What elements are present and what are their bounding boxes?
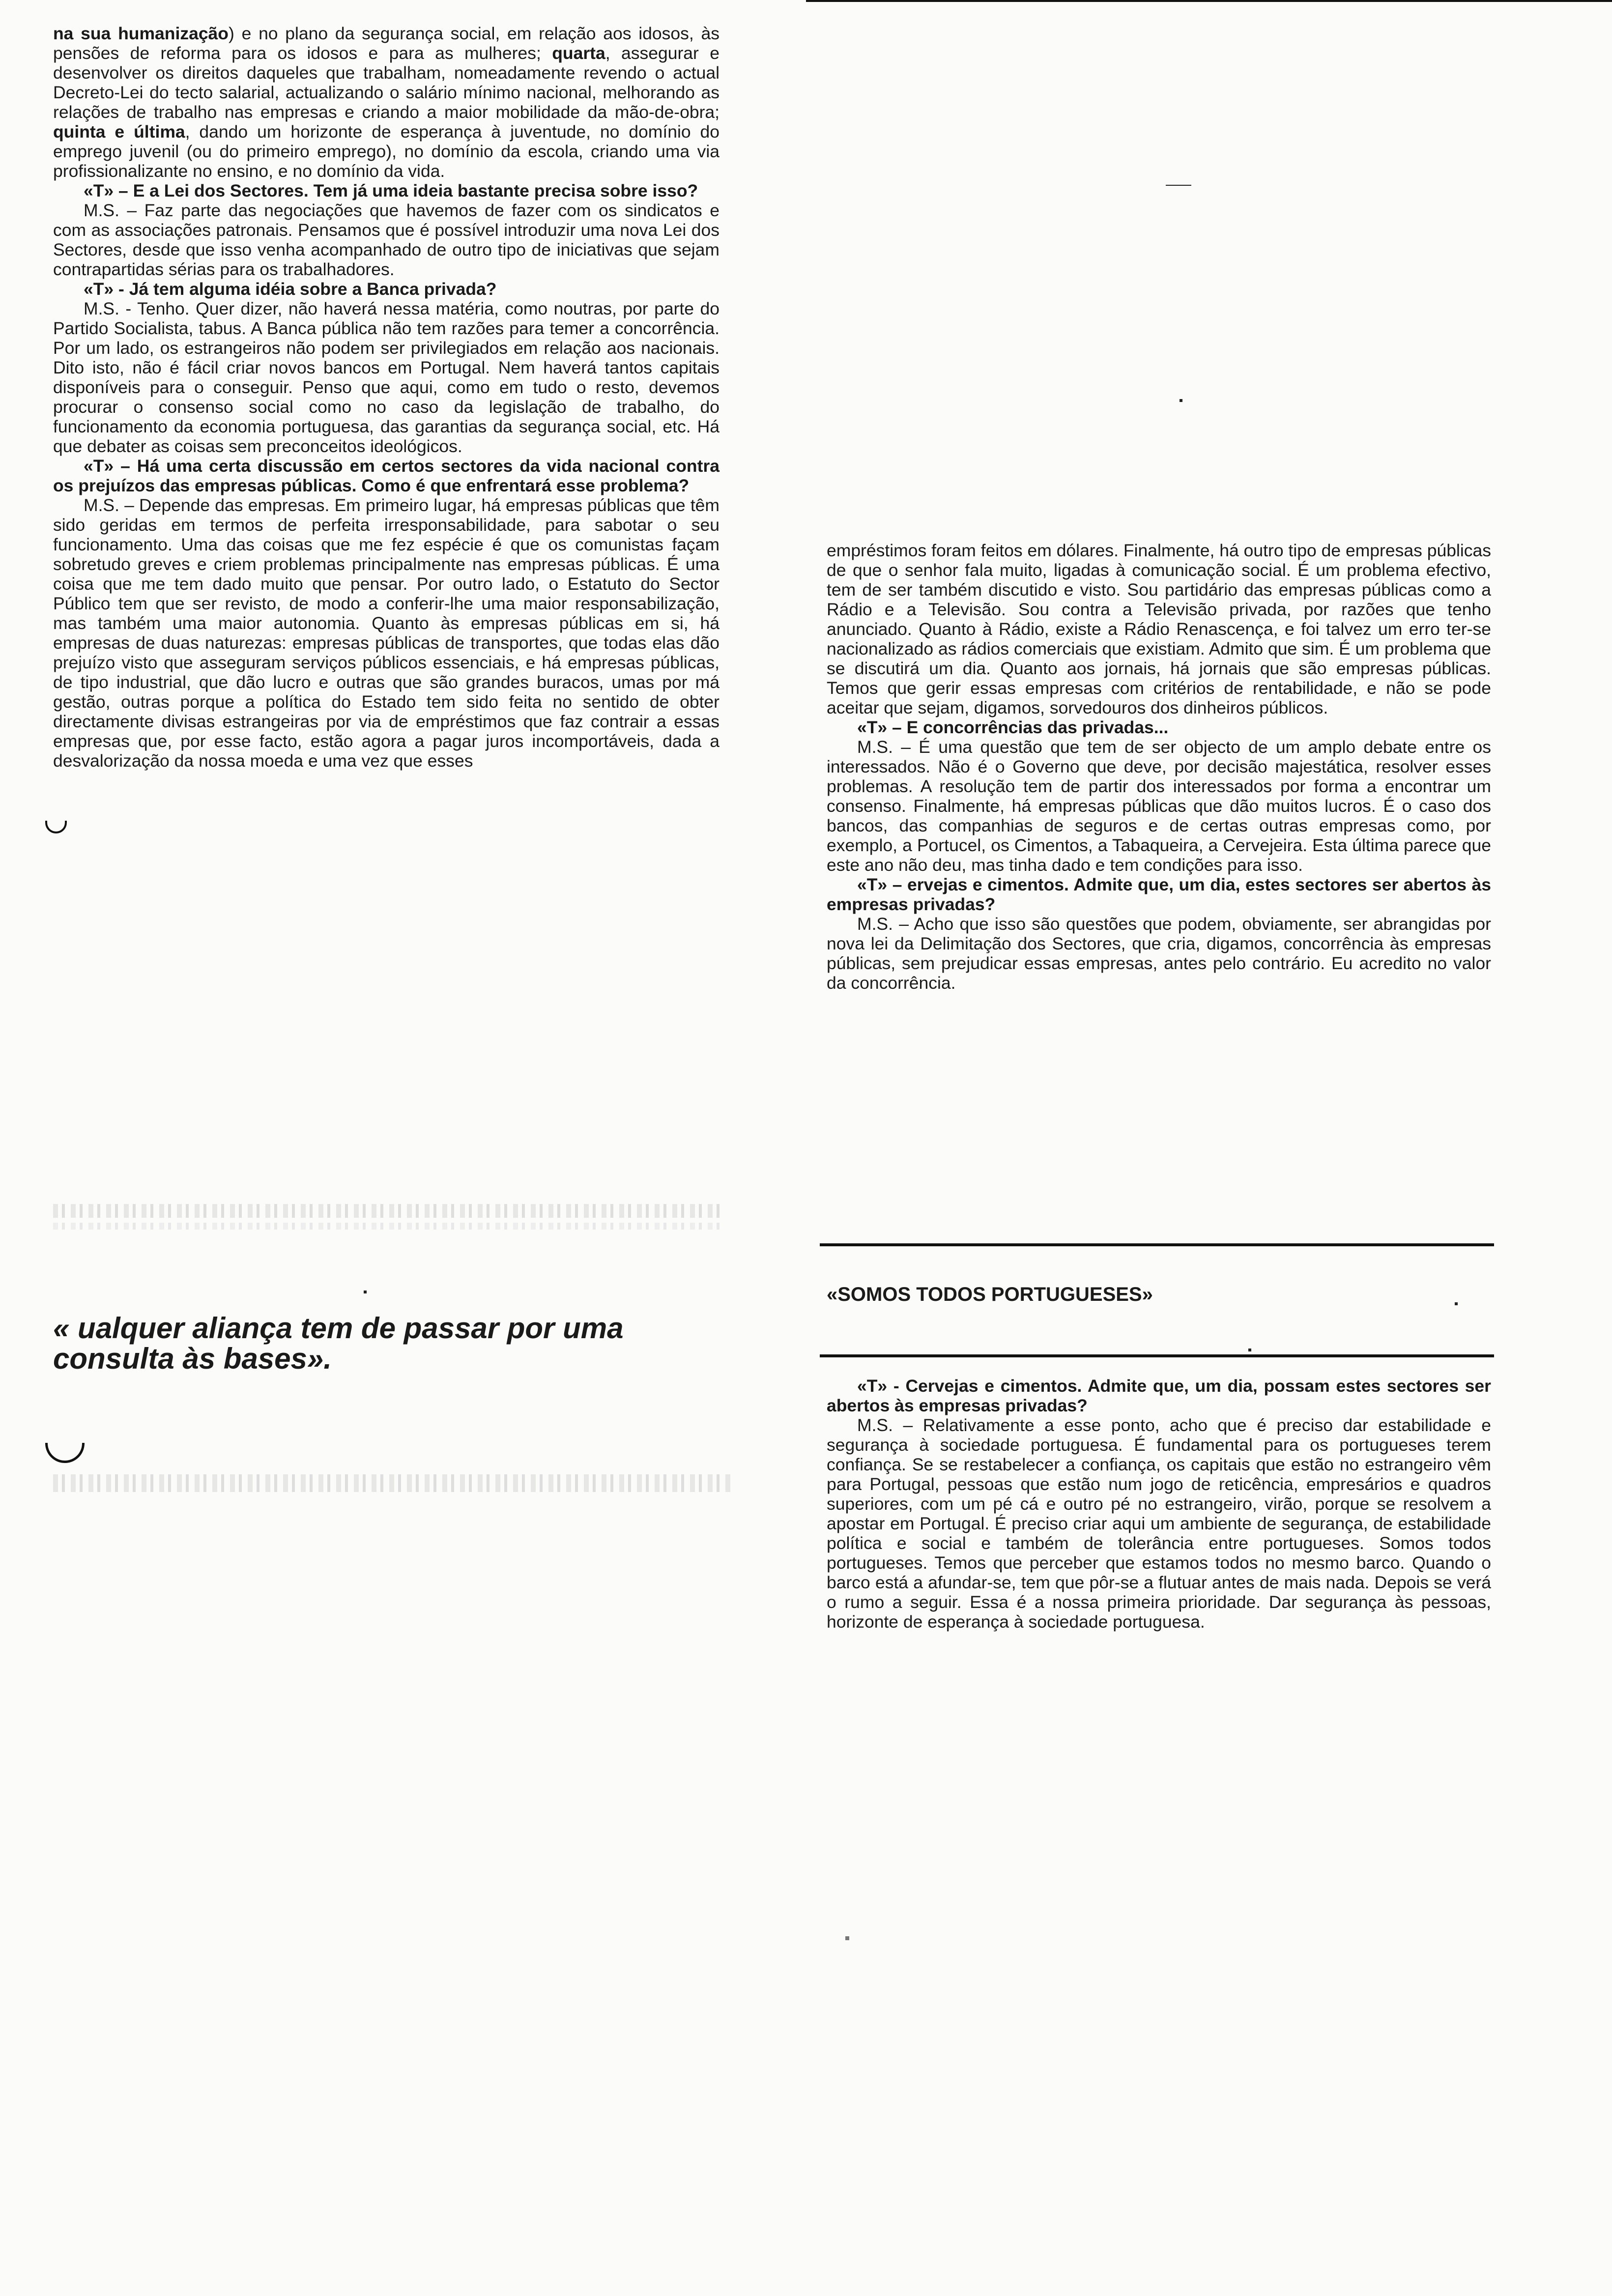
- smudged-text-line: [53, 1223, 721, 1230]
- smudged-caption-line: [53, 1474, 731, 1492]
- section-heading: «SOMOS TODOS PORTUGUESES»: [827, 1284, 1153, 1305]
- answer-empresas-publicas-cont: empréstimos foram feitos em dólares. Finalmente, há outro tipo de empresas públicas de que o senhor fala muito, ligadas à comunicação social. É um problema efectivo, tem de ser também discutido e visto. Sou partidário das empresas públicas como a Rádio e a Televisão. Sou contra a Televisão privada, por razões que tenho anunciado. Quanto à Rádio, existe a Rádio Renascença, e foi talvez um erro ter-se nacionalizado as rádios comerciais que existiam. Admito que sim. É um problema que se discutirá um dia. Quanto aos jornais, há jornais que são empresas públicas. Temos que gerir essas empresas com critérios de rentabilidade, e não se pode aceitar que sejam, digamos, sorvedouros dos dinheiros públicos.: [827, 541, 1491, 718]
- top-edge-rule: [806, 0, 1612, 2]
- question-cervejas-2: «T» - Cervejas e cimentos. Admite que, um dia, possam estes sectores ser abertos às empresas privadas?: [827, 1376, 1491, 1415]
- smudged-text-line: [53, 1204, 721, 1218]
- scan-mark: [1166, 185, 1191, 186]
- answer-concorrencias: M.S. – É uma questão que tem de ser objecto de um amplo debate entre os interessados. Não é o Governo que deve, por decisão majestática, resolver esses problemas. A resolução tem de partir dos interessados por forma a encontrar um consenso. Finalmente, há empresas públicas que dão muitos lucros. É o caso dos bancos, das companhias de seguros e de certas outras empresas como, por exemplo, a Portucel, os Cimentos, a Tabaqueira, a Cervejeira. Esta última parece que este ano não deu, mas tinha dado e tem condições para isso.: [827, 737, 1491, 875]
- section-rule-bottom: [820, 1354, 1494, 1357]
- question-banca-privada: «T» - Já tem alguma idéia sobre a Banca privada?: [84, 279, 497, 299]
- question-empresas-publicas: «T» – Há uma certa discussão em certos sectores da vida nacional contra os prejuízos das empresas públicas. Como é que enfrentará esse problema?: [53, 456, 720, 495]
- scan-mark: [845, 1936, 849, 1940]
- question-cervejas-1: «T» – ervejas e cimentos. Admite que, um dia, estes sectores ser abertos às empresas privadas?: [827, 875, 1491, 914]
- answer-banca-privada: M.S. - Tenho. Quer dizer, não haverá nessa matéria, como noutras, por parte do Partido Socialista, tabus. A Banca pública não tem razões para temer a concorrência. Por um lado, os estrangeiros não podem ser privilegiados em relação aos nacionais. Dito isto, não é fácil criar novos bancos em Portugal. Nem haverá tantos capitais disponíveis para o conseguir. Penso que aqui, como em tudo o resto, devemos procurar o consenso social como no caso da legislação de trabalho, do funcionamento da economia portuguesa, das garantias da segurança social, etc. Há que debater as coisas sem preconceitos ideológicos.: [53, 299, 720, 456]
- answer-cervejas-2: M.S. – Relativamente a esse ponto, acho que é preciso dar estabilidade e segurança à sociedade portuguesa. É fundamental para os portugueses terem confiança. Se se restabelecer a confiança, os capitais que estão no estrangeiro vêm para Portugal, pessoas que estão num jogo de reticência, empresários e quadros superiores, com um pé cá e outro pé no estrangeiro, virão, porque se resolvem a apostar em Portugal. É preciso criar aqui um ambiente de segurança, de estabilidade política e social e também de tolerância entre portugueses. Somos todos portugueses. Temos que perceber que estamos todos no mesmo barco. Quando o barco está a afundar-se, tem que pôr-se a flutuar antes de mais nada. Depois se verá o rumo a seguir. Essa é a nossa primeira prioridade. Dar segurança às pessoas, horizonte de esperança à sociedade portuguesa.: [827, 1415, 1491, 1632]
- curve-mark: [45, 821, 67, 833]
- left-column: [53, 24, 720, 771]
- answer-lei-sectores: M.S. – Faz parte das negociações que havemos de fazer com os sindicatos e com as associações patronais. Pensamos que é possível introduzir uma nova Lei dos Sectores, desde que isso venha acompanhado de outro tipo de iniciativas que sejam contrapartidas sérias para os trabalhadores.: [53, 201, 720, 279]
- intro-text-6: , dando um horizonte de esperança à juventude, no domínio do emprego juvenil (ou do primeiro emprego), no domínio da escola, criando uma via profissionalizante no ensino, e no domínio da vida.: [53, 122, 720, 181]
- question-lei-sectores: «T» – E a Lei dos Sectores. Tem já uma ideia bastante precisa sobre isso?: [84, 181, 698, 201]
- pull-quote: « ualquer aliança tem de passar por uma consulta às bases».: [53, 1312, 624, 1375]
- answer-cervejas-1: M.S. – Acho que isso são questões que podem, obviamente, ser abrangidas por nova lei da Delimitação dos Sectores, que cria, digamos, concorrência às empresas públicas, sem prejudicar essas empresas, antes pelo contrário. Eu acredito no valor da concorrência.: [827, 914, 1491, 993]
- scan-mark: [1455, 1302, 1458, 1305]
- intro-paragraph: [53, 24, 720, 181]
- scan-mark: [1248, 1349, 1251, 1351]
- curve-mark: [45, 1443, 85, 1463]
- answer-empresas-publicas: M.S. – Depende das empresas. Em primeiro lugar, há empresas públicas que têm sido geridas em termos de perfeita irresponsabilidade, para sabotar o seu funcionamento. Uma das coisas que me fez espécie é que os comunistas façam sobretudo greves e criem problemas principalmente nas empresas públicas. É uma coisa que me tem dado muito que pensar. Por outro lado, o Estatuto do Sector Público tem que ser revisto, de modo a conferir-lhe uma maior responsabilização, mas também uma maior autonomia. Quanto às empresas públicas em si, há empresas de duas naturezas: empresas públicas de transportes, que todas elas dão prejuízo visto que asseguram serviços públicos essenciais, e há empresas públicas, de tipo industrial, que dão lucro e outras que são grandes buracos, umas por má gestão, outras porque a política do Estado tem sido feita no sentido de obter directamente divisas estrangeiras por via de empréstimos que faz contrair a essas empresas que, por esse facto, estão agora a pagar juros incomportáveis, dada a desvalorização da nossa moeda e uma vez que esses: [53, 495, 720, 771]
- right-column-top: [827, 541, 1491, 993]
- scan-mark: [364, 1291, 367, 1293]
- intro-bold-1: na sua humanização: [53, 24, 229, 43]
- section-rule-top: [820, 1243, 1494, 1246]
- right-column-bottom: [827, 1376, 1491, 1632]
- scan-mark: [1180, 399, 1182, 402]
- intro-text-4: , assegurar e desenvolver os direitos daqueles que trabalham, nomeadamente revendo o actual Decreto-Lei do tecto salarial, actualizando o salário mínimo nacional, melhorando as relações de trabalho nas empresas e criando a maior mobilidade da mão-de-obra;: [53, 43, 720, 122]
- intro-text-2: ) e no plano da segurança social, em relação aos idosos, às pensões de reforma para os idosos e para as mulheres;: [53, 24, 720, 63]
- intro-bold-5: quinta e última: [53, 122, 185, 142]
- question-concorrencias: «T» – E concorrências das privadas...: [857, 718, 1169, 737]
- intro-bold-3: quarta: [552, 43, 605, 63]
